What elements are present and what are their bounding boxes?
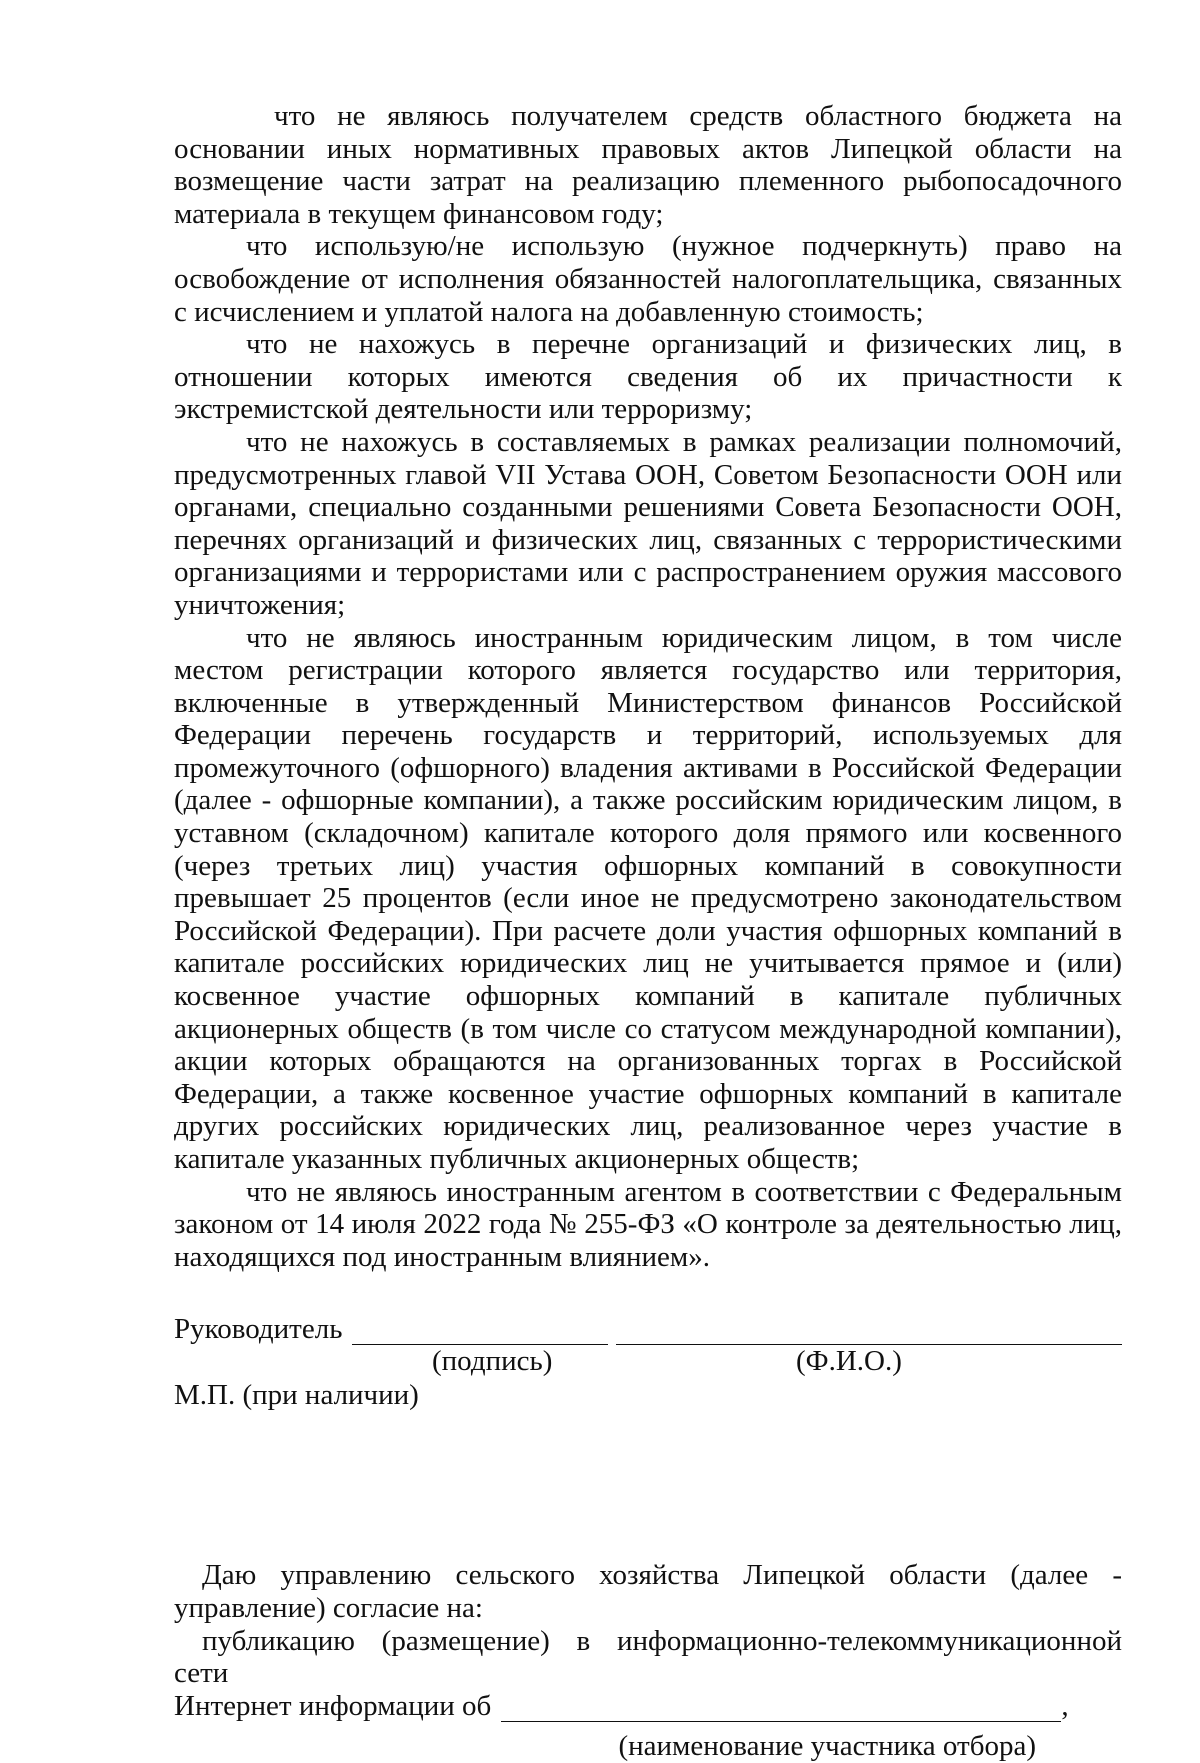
- full-name-line[interactable]: [616, 1318, 1122, 1345]
- consent-block: [174, 1559, 1122, 1763]
- paragraph-un-sanctions-list: что не нахожусь в составляемых в рамках реализации полномочий, предусмотренных главой VII Устава ООН, Советом Безопасности ООН или органами, специально созданными решениями Совета Безопасности ООН, перечнях организаций и физических лиц, связанных с террористическими организациями и террористами или с распространением оружия массового уничтожения;: [174, 425, 1122, 621]
- head-label: Руководитель: [174, 1312, 343, 1345]
- document-page: [174, 100, 1122, 1763]
- consent-intro: Даю управлению сельского хозяйства Липецкой области (далее - управление) согласие на:: [174, 1559, 1122, 1624]
- trailing-comma: ,: [1061, 1689, 1069, 1722]
- stamp-note: М.П. (при наличии): [174, 1379, 419, 1412]
- full-name-caption: (Ф.И.О.): [796, 1345, 902, 1378]
- paragraph-offshore-companies: что не являюсь иностранным юридическим лицом, в том числе местом регистрации которого является государство или территория, включенные в утвержденный Министерством финансов Российской Федерации перечень государств и территорий, используемых для промежуточного (офшорного) владения активами в Российской Федерации (далее - офшорные компании), а также российским юридическим лицом, в уставном (складочном) капитале которого доля прямого или косвенного (через третьих лиц) участия офшорных компаний в совокупности превышает 25 процентов (если иное не предусмотрено законодательством Российской Федерации). При расчете доли участия офшорных компаний в капитале российских юридических лиц не учитывается прямое и (или) косвенное участие офшорных компаний в капитале публичных акционерных обществ (в том числе со статусом международной компании), акции которых обращаются на организованных торгах в Российской Федерации, а также косвенное участие офшорных компаний в капитале других российских юридических лиц, реализованное через участие в капитале указанных публичных акционерных обществ;: [174, 621, 1122, 1175]
- signature-caption: (подпись): [432, 1345, 553, 1378]
- participant-name-caption: (наименование участника отбора): [618, 1730, 1036, 1763]
- paragraph-not-budget-recipient: что не являюсь получателем средств областного бюджета на основании иных нормативных правовых актов Липецкой области на возмещение части затрат на реализацию племенного рыбопосадочного материала в текущем финансовом году;: [174, 100, 1122, 230]
- paragraph-foreign-agent: что не являюсь иностранным агентом в соответствии с Федеральным законом от 14 июля 2022 года № 255-ФЗ «О контроле за деятельностью лиц, находящихся под иностранным влиянием».: [174, 1175, 1122, 1273]
- paragraph-extremism-list: что не нахожусь в перечне организаций и физических лиц, в отношении которых имеются сведения об их причастности к экстремистской деятельности или терроризму;: [174, 328, 1122, 426]
- paragraph-vat-exemption: что использую/не использую (нужное подчеркнуть) право на освобождение от исполнения обязанностей налогоплательщика, связанных с исчислением и уплатой налога на добавленную стоимость;: [174, 230, 1122, 328]
- signature-block: [174, 1311, 1122, 1511]
- internet-info-row: [174, 1690, 1122, 1723]
- participant-name-line[interactable]: [501, 1695, 1061, 1722]
- signature-line[interactable]: [352, 1318, 608, 1345]
- signature-row: [174, 1311, 1122, 1345]
- signature-captions: [174, 1345, 1122, 1379]
- consent-publication: публикацию (размещение) в информационно-телекоммуникационной сети: [174, 1624, 1122, 1690]
- internet-info-label: Интернет информации об: [174, 1689, 492, 1722]
